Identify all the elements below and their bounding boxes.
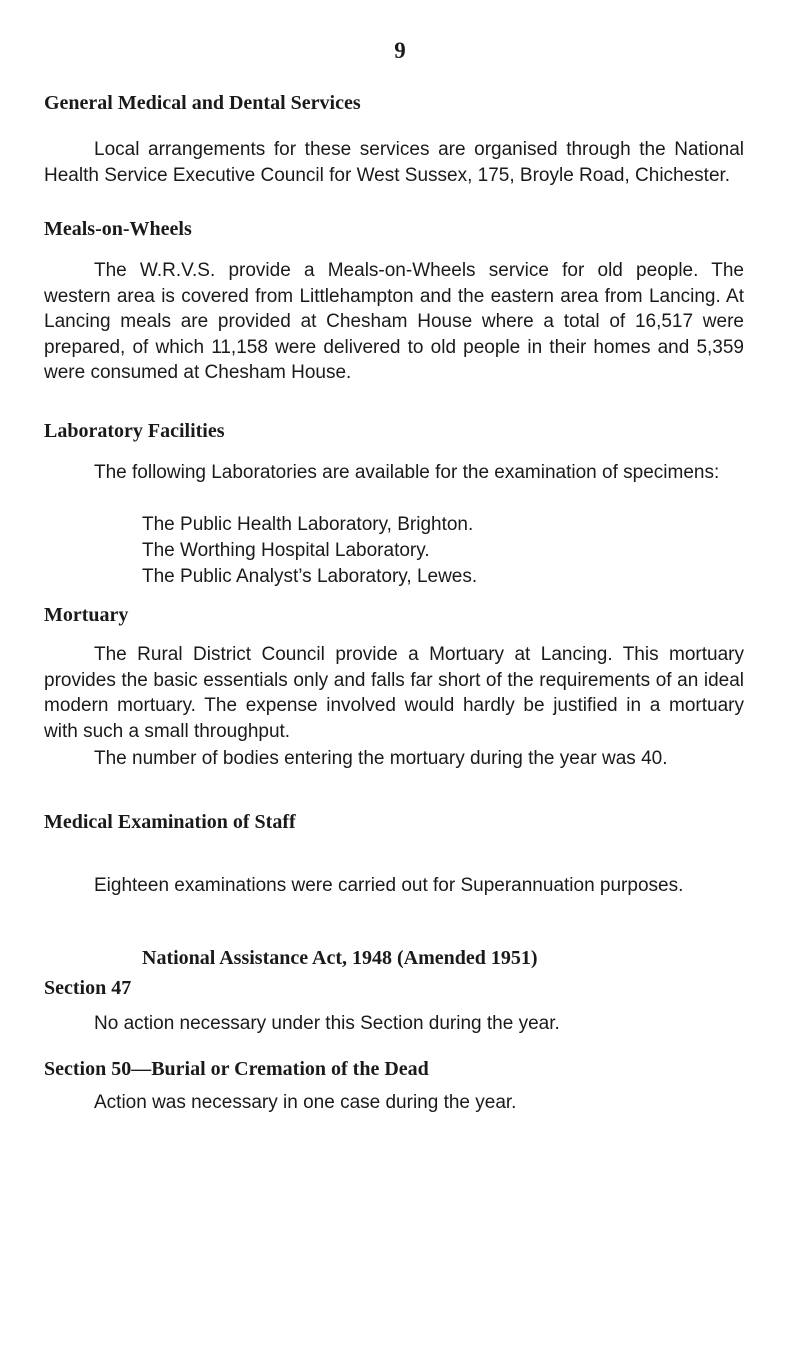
assistance-act-heading: National Assistance Act, 1948 (Amended 1951) <box>142 947 538 969</box>
mortuary-text-1: The Rural District Council provide a Mortuary at Lancing. This mortuary provides the basic essentials only and falls far short of the requirements of an ideal modern mortuary. The expense involved would hardly be justified in a mortuary with such a small throughput. <box>44 644 744 742</box>
mortuary-heading: Mortuary <box>44 604 129 626</box>
section-50-heading: Section 50—Burial or Cremation of the Dead <box>44 1058 429 1080</box>
section-47-text: No action necessary under this Section during the year. <box>94 1013 560 1034</box>
section-47-heading: Section 47 <box>44 977 132 999</box>
section-50-text: Action was necessary in one case during the year. <box>94 1092 517 1113</box>
laboratory-item-brighton: The Public Health Laboratory, Brighton. <box>142 514 474 535</box>
laboratory-heading: Laboratory Facilities <box>44 420 225 442</box>
page-number: 9 <box>394 38 406 63</box>
meals-heading: Meals-on-Wheels <box>44 218 192 240</box>
mortuary-text-2: The number of bodies entering the mortuary during the year was 40. <box>94 748 668 769</box>
general-medical-heading: General Medical and Dental Services <box>44 92 361 114</box>
staff-text: Eighteen examinations were carried out for Superannuation purposes. <box>94 875 684 896</box>
meals-text: The W.R.V.S. provide a Meals-on-Wheels service for old people. The western area is covered from Littlehampton and the eastern area from Lancing. At Lancing meals are provided at Chesham House where a total of 16,517 were prepared, of which 11,158 were delivered to old people in their homes and 5,359 were consumed at Chesham House. <box>44 260 744 384</box>
staff-heading: Medical Examination of Staff <box>44 811 296 833</box>
general-medical-text: Local arrangements for these services are organised through the National Health Service Executive Council for West Sussex, 175, Broyle Road, Chichester. <box>44 139 744 186</box>
laboratory-item-lewes: The Public Analyst’s Laboratory, Lewes. <box>142 566 478 587</box>
laboratory-item-worthing: The Worthing Hospital Laboratory. <box>142 540 430 561</box>
laboratory-text: The following Laboratories are available for the examination of specimens: <box>94 462 720 483</box>
